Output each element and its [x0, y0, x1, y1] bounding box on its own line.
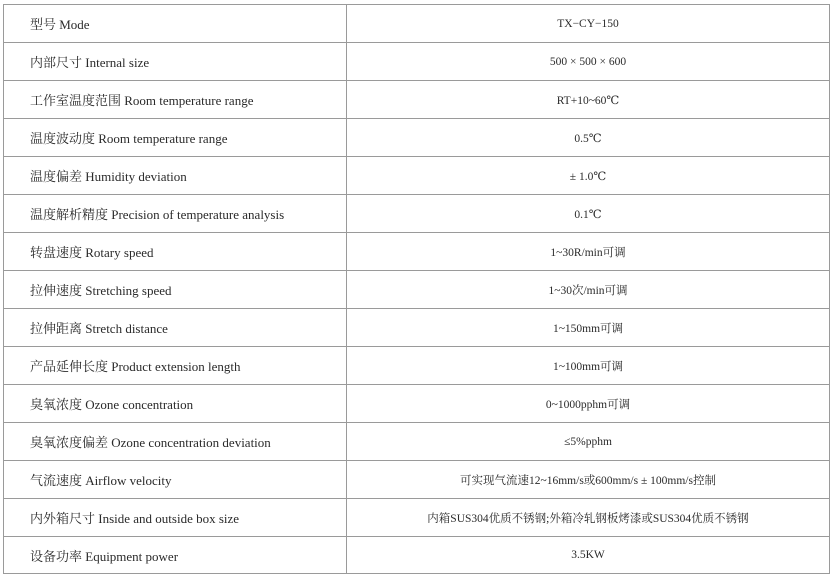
spec-label: 温度偏差 Humidity deviation: [4, 157, 347, 195]
spec-label: 拉伸距离 Stretch distance: [4, 309, 347, 347]
spec-value: 0.5℃: [347, 119, 830, 157]
table-row: [4, 43, 830, 81]
spec-label: 内外箱尺寸 Inside and outside box size: [4, 499, 347, 537]
spec-value: TX−CY−150: [347, 5, 830, 43]
spec-label: 臭氧浓度偏差 Ozone concentration deviation: [4, 423, 347, 461]
spec-value: 3.5KW: [347, 537, 830, 574]
spec-value: RT+10~60℃: [347, 81, 830, 119]
spec-value: ± 1.0℃: [347, 157, 830, 195]
spec-label: 拉伸速度 Stretching speed: [4, 271, 347, 309]
spec-value: ≤5%pphm: [347, 423, 830, 461]
table-row: [4, 385, 830, 423]
table-row: [4, 5, 830, 43]
spec-label: 工作室温度范围 Room temperature range: [4, 81, 347, 119]
spec-value: 1~30次/min可调: [347, 271, 830, 309]
spec-label: 产品延伸长度 Product extension length: [4, 347, 347, 385]
table-row: [4, 423, 830, 461]
spec-value: 1~30R/min可调: [347, 233, 830, 271]
spec-value: 1~100mm可调: [347, 347, 830, 385]
spec-label: 臭氧浓度 Ozone concentration: [4, 385, 347, 423]
spec-label: 温度解析精度 Precision of temperature analysis: [4, 195, 347, 233]
spec-label: 转盘速度 Rotary speed: [4, 233, 347, 271]
spec-value: 500 × 500 × 600: [347, 43, 830, 81]
spec-label: 气流速度 Airflow velocity: [4, 461, 347, 499]
table-row: [4, 195, 830, 233]
spec-value: 内箱SUS304优质不锈钢;外箱冷轧钢板烤漆或SUS304优质不锈钢: [347, 499, 830, 537]
table-row: [4, 157, 830, 195]
spec-value: 可实现气流速12~16mm/s或600mm/s ± 100mm/s控制: [347, 461, 830, 499]
table-row: [4, 499, 830, 537]
spec-label: 内部尺寸 Internal size: [4, 43, 347, 81]
spec-label: 温度波动度 Room temperature range: [4, 119, 347, 157]
table-row: [4, 271, 830, 309]
table-row: [4, 119, 830, 157]
table-row: [4, 537, 830, 574]
table-row: [4, 309, 830, 347]
spec-value: 1~150mm可调: [347, 309, 830, 347]
spec-table: [3, 4, 830, 574]
table-row: [4, 81, 830, 119]
table-row: [4, 347, 830, 385]
table-row: [4, 461, 830, 499]
spec-value: 0~1000pphm可调: [347, 385, 830, 423]
spec-value: 0.1℃: [347, 195, 830, 233]
spec-label: 型号 Mode: [4, 5, 347, 43]
spec-label: 设备功率 Equipment power: [4, 537, 347, 574]
table-row: [4, 233, 830, 271]
